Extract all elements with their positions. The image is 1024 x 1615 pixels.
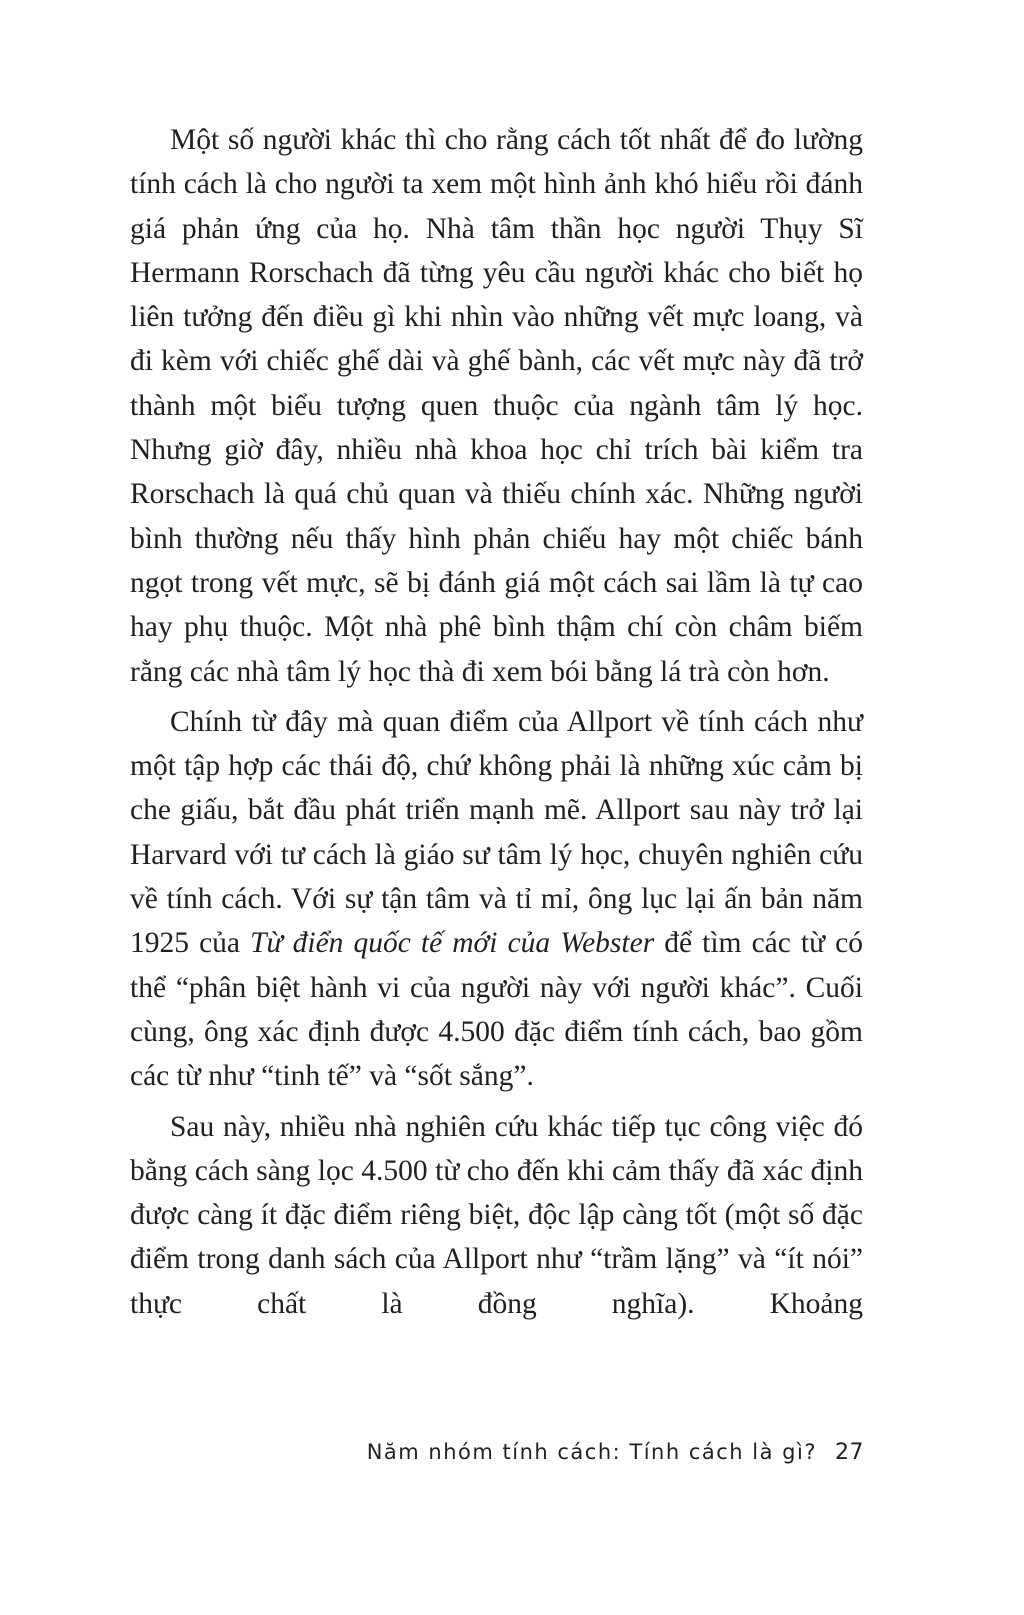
paragraph-allport	[130, 700, 863, 1099]
page-footer	[367, 1440, 864, 1465]
book-title-webster: Từ điển quốc tế mới của Webster	[250, 927, 655, 960]
paragraph-2-text-start: Chính từ đây mà quan điểm của Allport về tính cách như một tập hợp các thái độ, chứ không phải là những xúc cảm bị che giấu, bắt đầu phát triển mạnh mẽ. Allport sau này trở lại Harvard với tư cách là giáo sư tâm lý học, chuyên nghiên cứu về tính cách. Với sự tận tâm và tỉ mỉ, ông lục lại ấn bản năm 1925 của	[130, 705, 863, 960]
body-text	[130, 118, 863, 1332]
page-number: 27	[835, 1440, 864, 1465]
running-title: Năm nhóm tính cách: Tính cách là gì?	[366, 1440, 817, 1464]
paragraph-2-text-end: để tìm các từ có thể “phân biệt hành vi của người này với người khác”. Cuối cùng, ông xác định được 4.500 đặc điểm tính cách, bao gồm các từ như “tinh tế” và “sốt sắng”.	[130, 927, 864, 1093]
paragraph-1-text: Một số người khác thì cho rằng cách tốt nhất để đo lường tính cách là cho người ta xem một hình ảnh khó hiểu rồi đánh giá phản ứng của họ. Nhà tâm thần học người Thụy Sĩ Hermann Rorschach đã từng yêu cầu người khác cho biết họ liên tưởng đến điều gì khi nhìn vào những vết mực loang, và đi kèm với chiếc ghế dài và ghế bành, các vết mực này đã trở thành một biểu tượng quen thuộc của ngành tâm lý học. Nhưng giờ đây, nhiều nhà khoa học chỉ trích bài kiểm tra Rorschach là quá chủ quan và thiếu chính xác. Những người bình thường nếu thấy hình phản chiếu hay một chiếc bánh ngọt trong vết mực, sẽ bị đánh giá một cách sai lầm là tự cao hay phụ thuộc. Một nhà phê bình thậm chí còn châm biếm rằng các nhà tâm lý học thà đi xem bói bằng lá trà còn hơn.	[130, 124, 863, 688]
paragraph-rorschach	[130, 118, 863, 694]
paragraph-researchers	[130, 1105, 863, 1326]
paragraph-3-text: Sau này, nhiều nhà nghiên cứu khác tiếp tục công việc đó bằng cách sàng lọc 4.500 từ cho đến khi cảm thấy đã xác định được càng ít đặc điểm riêng biệt, độc lập càng tốt (một số đặc điểm trong danh sách của Allport như “trầm lặng” và “ít nói” thực chất là đồng nghĩa). Khoảng	[130, 1110, 863, 1320]
